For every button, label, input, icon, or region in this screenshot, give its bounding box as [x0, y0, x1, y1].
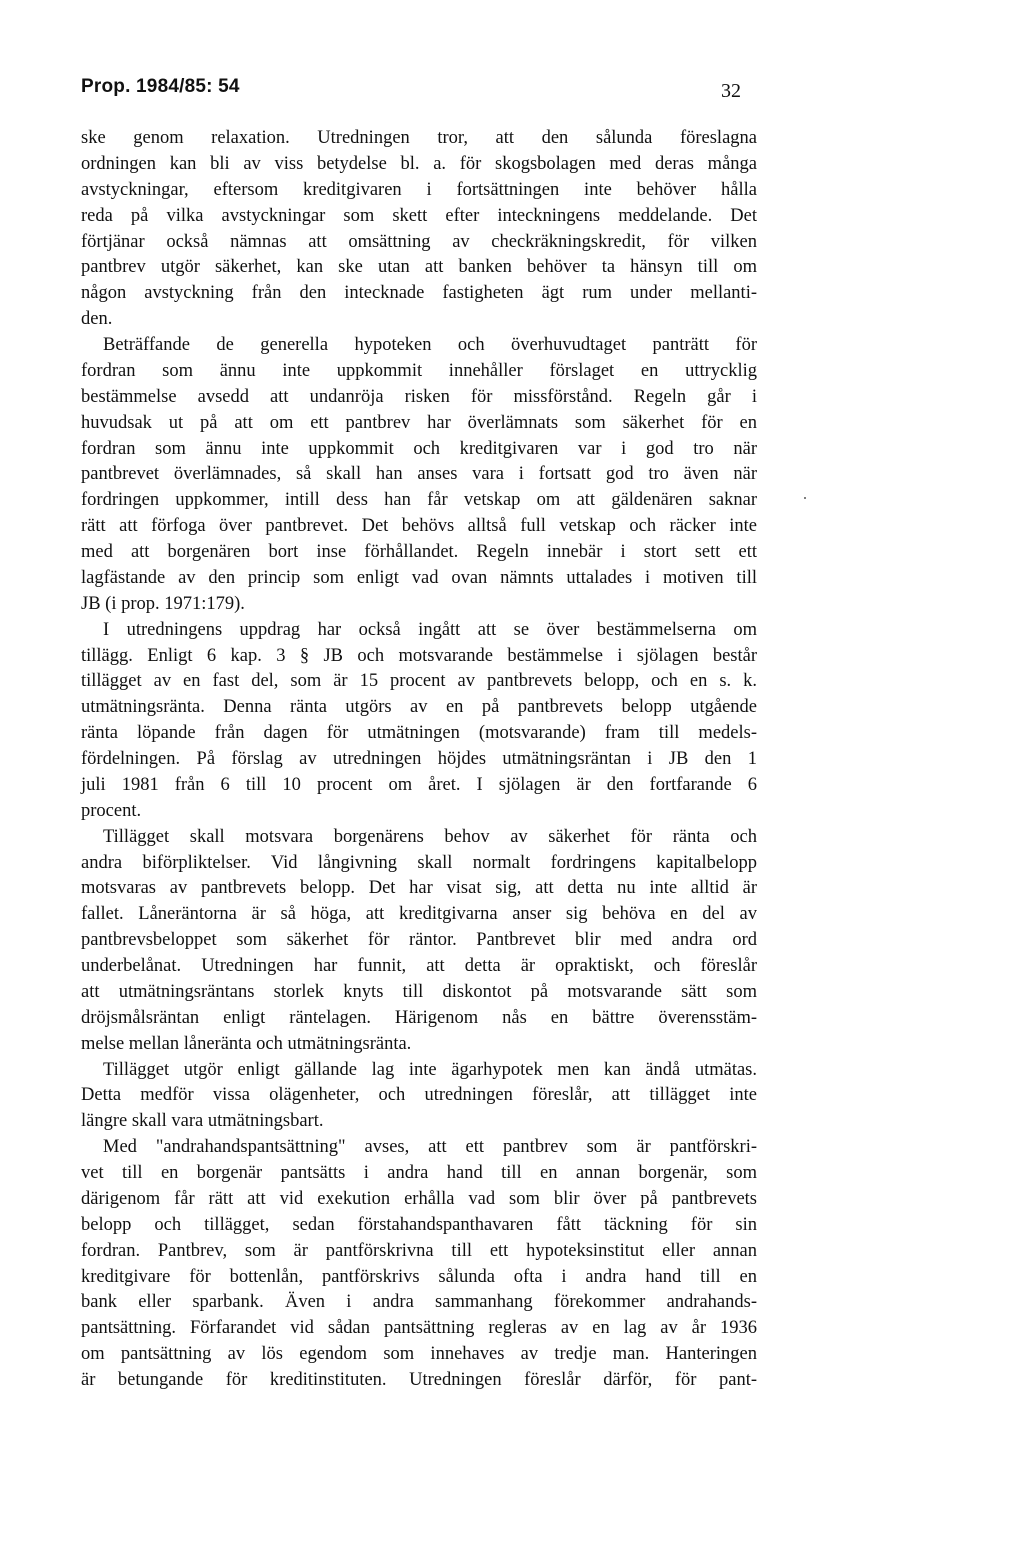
text-line: pantsättning. Förfarandet vid sådan pantsättning regleras av en lag av år 1936 — [81, 1318, 757, 1339]
text-line: dröjsmålsräntan enligt räntelagen. Härigenom nås en bättre överensstäm- — [81, 1007, 757, 1028]
text-line: om pantsättning av lös egendom som innehaves av tredje man. Hanteringen — [81, 1344, 757, 1365]
text-line: Med "andrahandspantsättning" avses, att ett pantbrev som är pantförskri- — [103, 1137, 757, 1158]
text-line: andra biförpliktelser. Vid långivning skall normalt fordringens kapitalbelopp — [81, 852, 757, 873]
page-number: 32 — [721, 80, 741, 102]
text-line: tillägget av en fast del, som är 15 procent av pantbrevets belopp, och en s. k. — [81, 671, 757, 692]
paragraph — [81, 126, 757, 333]
text-line: därigenom får rätt att vid exekution erhålla vad som blir över på pantbrevets — [81, 1188, 757, 1209]
text-line: ränta löpande från dagen för utmätningen (motsvarande) fram till medels- — [81, 723, 757, 744]
text-line: rätt att förfoga över pantbrevet. Det behövs alltså full vetskap och räcker inte — [81, 516, 757, 537]
text-line: melse mellan låneränta och utmätningsränta. — [81, 1033, 412, 1054]
text-line: fallet. Låneräntorna är så höga, att kreditgivarna anser sig behöva en del av — [81, 904, 757, 925]
text-line: längre skall vara utmätningsbart. — [81, 1111, 324, 1132]
page-header — [81, 76, 741, 106]
scan-speck — [804, 497, 806, 499]
text-line: bank eller sparbank. Även i andra sammanhang förekommer andrahands- — [81, 1292, 757, 1313]
text-line: fordran. Pantbrev, som är pantförskrivna till ett hypoteksinstitut eller annan — [81, 1240, 757, 1261]
text-line: vet till en borgenär pantsätts i andra hand till en annan borgenär, som — [81, 1163, 757, 1183]
text-line: lagfästande av den princip som enligt vad ovan nämnts uttalades i motiven till — [81, 567, 757, 588]
paragraph — [81, 1135, 757, 1394]
text-line: juli 1981 från 6 till 10 procent om året. I sjölagen är den fortfarande 6 — [81, 774, 757, 795]
text-line: den. — [81, 309, 113, 330]
text-line: Detta medför vissa olägenheter, och utredningen föreslår, att tillägget inte — [81, 1085, 757, 1106]
text-line: bestämmelse avsedd att undanröja risken för missförstånd. Regeln går i — [81, 386, 757, 407]
text-line: är betungande för kreditinstituten. Utredningen föreslår därför, för pant- — [81, 1370, 757, 1390]
text-line: utmätningsränta. Denna ränta utgörs av en på pantbrevets belopp utgående — [81, 697, 757, 718]
text-line: I utredningens uppdrag har också ingått att se över bestämmelserna om — [103, 619, 757, 640]
text-line: pantbrevet överlämnades, så skall han anses vara i fortsatt god tro även när — [81, 464, 757, 485]
text-line: reda på vilka avstyckningar som skett efter inteckningens meddelande. Det — [81, 205, 757, 226]
text-line: underbelånat. Utredningen har funnit, att detta är opraktiskt, och föreslår — [81, 956, 757, 976]
text-line: kreditgivare för bottenlån, pantförskrivs sålunda ofta i andra hand till en — [81, 1266, 757, 1287]
text-line: pantbrev utgör säkerhet, kan ske utan att banken behöver ta hänsyn till om — [81, 257, 757, 278]
text-line: förtjänar också nämnas att omsättning av checkräkningskredit, för vilken — [81, 231, 757, 252]
text-line: pantbrevsbeloppet som säkerhet för räntor. Pantbrevet blir med andra ord — [81, 930, 757, 951]
text-line: fordringen uppkommer, intill dess han får vetskap om att gäldenären saknar — [81, 490, 757, 511]
paragraph — [81, 825, 757, 1058]
text-line: tillägg. Enligt 6 kap. 3 § JB och motsvarande bestämmelse i sjölagen består — [81, 645, 757, 666]
text-line: med att borgenären bort inse förhållandet. Regeln innebär i stort sett ett — [81, 542, 757, 562]
text-line: JB (i prop. 1971:179). — [81, 593, 245, 614]
text-line: fordran som ännu inte uppkommit innehåller förslaget en uttrycklig — [81, 360, 757, 381]
paragraph — [81, 1058, 757, 1136]
text-line: Tillägget utgör enligt gällande lag inte ägarhypotek men kan ändå utmätas. — [103, 1059, 757, 1080]
text-line: ske genom relaxation. Utredningen tror, att den sålunda föreslagna — [81, 128, 757, 148]
paragraph — [81, 618, 757, 825]
body-text — [81, 126, 757, 1394]
paragraph — [81, 333, 757, 618]
text-line: avstyckningar, eftersom kreditgivaren i fortsättningen inte behöver hålla — [81, 179, 757, 200]
text-line: motsvaras av pantbrevets belopp. Det har visat sig, att detta nu inte alltid är — [81, 878, 757, 899]
text-line: Tillägget skall motsvara borgenärens behov av säkerhet för ränta och — [103, 826, 757, 847]
text-line: fördelningen. På förslag av utredningen höjdes utmätningsräntan i JB den 1 — [81, 749, 757, 769]
text-line: belopp och tillägget, sedan förstahandspanthavaren fått täckning för sin — [81, 1214, 757, 1235]
text-line: att utmätningsräntans storlek knyts till diskontot på motsvarande sätt som — [81, 981, 757, 1002]
document-reference: Prop. 1984/85: 54 — [81, 76, 240, 97]
text-line: ordningen kan bli av viss betydelse bl. a. för skogsbolagen med deras många — [81, 153, 757, 174]
text-line: någon avstyckning från den intecknade fastigheten ägt rum under mellanti- — [81, 283, 757, 304]
text-line: procent. — [81, 800, 142, 821]
text-line: Beträffande de generella hypoteken och överhuvudtaget panträtt för — [103, 335, 757, 355]
text-line: fordran som ännu inte uppkommit och kreditgivaren var i god tro när — [81, 438, 757, 459]
text-line: huvudsak ut på att om ett pantbrev har överlämnats som säkerhet för en — [81, 412, 757, 433]
